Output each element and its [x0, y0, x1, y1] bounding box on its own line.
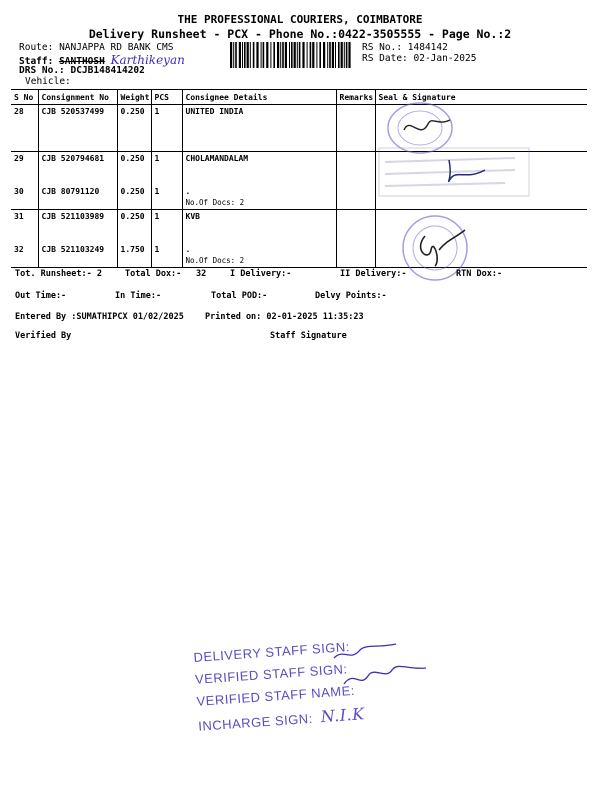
stamp-incharge-label: INCHARGE SIGN:	[197, 710, 314, 734]
barcode-bar	[242, 42, 243, 68]
cell-weight: 1.750	[117, 243, 151, 268]
barcode-bar	[344, 42, 345, 68]
col-seal-signature: Seal & Signature	[375, 90, 587, 105]
docs-count: No.Of Docs: 2	[185, 197, 245, 207]
drs-label: DRS No.:	[19, 65, 65, 76]
barcode-bar	[273, 42, 275, 68]
total-dox	[125, 269, 181, 279]
cell-consignment: CJB 521103989	[38, 210, 117, 243]
barcode-bar	[266, 42, 268, 68]
entered-by: Entered By :SUMATHIPCX 01/02/2025	[15, 312, 184, 322]
staff-signature: Staff Signature	[270, 331, 347, 341]
rs-no-label: RS No.:	[362, 42, 403, 53]
barcode-bar	[329, 42, 331, 68]
barcode-bar	[332, 42, 334, 68]
barcode-bar	[297, 42, 298, 68]
barcode-bar	[312, 42, 314, 68]
rs-no-value: 1484142	[407, 42, 448, 53]
cell-pcs: 1	[151, 185, 182, 210]
runsheet-subtitle: Delivery Runsheet - PCX - Phone No.:0422-3505555 - Page No.:2	[88, 27, 512, 41]
cell-consignee: UNITED INDIA	[182, 105, 336, 152]
cell-weight: 0.250	[117, 152, 151, 185]
handwritten-scribbles	[330, 640, 440, 700]
out-time: Out Time:-	[15, 291, 67, 301]
verified-by: Verified By	[15, 331, 72, 341]
cell-sno: 31	[11, 210, 38, 243]
col-remarks: Remarks	[336, 90, 375, 105]
cell-sno: 32	[11, 243, 38, 268]
cell-weight: 0.250	[117, 185, 151, 210]
cell-remarks	[336, 105, 375, 152]
rs-date-value: 02-Jan-2025	[413, 53, 477, 64]
rs-no-row	[362, 42, 448, 53]
barcode-bar	[302, 42, 304, 68]
docs-count: No.Of Docs: 2	[185, 255, 245, 265]
barcode-bar	[244, 42, 246, 68]
incharge-handwritten: N.I.K	[320, 704, 366, 727]
barcode-bar	[316, 42, 317, 68]
barcode-bar	[319, 42, 321, 68]
barcode-bar	[289, 42, 290, 68]
consignee-text: .	[185, 244, 191, 254]
cell-remarks	[336, 243, 375, 268]
barcode-bar	[253, 42, 255, 68]
cell-pcs: 1	[151, 243, 182, 268]
cell-remarks	[336, 210, 375, 243]
barcode-bar	[285, 42, 287, 68]
rs-date-label: RS Date:	[362, 53, 408, 64]
barcode-bar	[323, 42, 325, 68]
barcode-bar	[338, 42, 340, 68]
barcode-bar	[230, 42, 232, 68]
vehicle-label: Vehicle:	[25, 76, 71, 87]
cell-sno: 29	[11, 152, 38, 185]
barcode-bar	[307, 42, 308, 68]
cell-consignee	[182, 185, 336, 210]
barcode-bar	[235, 42, 237, 68]
company-title: THE PROFESSIONAL COURIERS, COIMBATORE	[177, 13, 423, 26]
route-value: NANJAPPA RD BANK CMS	[59, 42, 174, 53]
route-label: Route:	[19, 42, 54, 53]
cell-weight: 0.250	[117, 105, 151, 152]
staff-label: Staff:	[19, 56, 54, 67]
barcode-bar	[341, 42, 343, 68]
cell-weight: 0.250	[117, 210, 151, 243]
total-pod: Total POD:-	[211, 291, 268, 301]
barcode-bar	[294, 42, 296, 68]
cell-pcs: 1	[151, 210, 182, 243]
drs-value: DCJB148414202	[70, 65, 145, 76]
cell-consignment: CJB 520794681	[38, 152, 117, 185]
total-dox-value: 32	[196, 269, 207, 279]
seal-stamp-2	[375, 140, 535, 205]
rs-date-row	[362, 53, 476, 64]
col-sno: S No	[11, 90, 38, 105]
table-row	[11, 210, 587, 243]
summary-row-1	[15, 269, 102, 279]
tot-runsheet: Tot. Runsheet:- 2	[15, 269, 102, 279]
barcode-bar	[335, 42, 336, 68]
in-time: In Time:-	[115, 291, 162, 301]
col-consignment: Consignment No	[38, 90, 117, 105]
staff-handwritten: Karthikeyan	[110, 53, 185, 67]
barcode-bar	[247, 42, 249, 68]
barcode-bar	[233, 42, 234, 68]
i-delivery: I Delivery:-	[230, 269, 292, 279]
barcode-bar	[239, 42, 241, 68]
barcode-bar	[263, 42, 265, 68]
barcode-bar	[291, 42, 293, 68]
delvy-points: Delvy Points:-	[315, 291, 387, 301]
cell-remarks	[336, 185, 375, 210]
consignee-text: .	[185, 186, 191, 196]
cell-consignee	[182, 243, 336, 268]
route-row	[19, 42, 173, 53]
barcode-bar	[282, 42, 284, 68]
cell-consignment: CJB 520537499	[38, 105, 117, 152]
barcode-bar	[299, 42, 301, 68]
barcode-bar	[250, 42, 251, 68]
cell-sno: 30	[11, 185, 38, 210]
cell-consignment: CJB 521103249	[38, 243, 117, 268]
col-weight: Weight	[117, 90, 151, 105]
stamp-verified-staff-sign: VERIFIED STAFF SIGN:	[194, 661, 348, 687]
cell-pcs: 1	[151, 105, 182, 152]
drs-row	[19, 65, 145, 76]
barcode-bar	[310, 42, 312, 68]
barcode-bar	[327, 42, 328, 68]
barcode-bar	[346, 42, 348, 68]
staff-value: SANTHOSH	[59, 56, 105, 67]
stamp-verified-staff-name: VERIFIED STAFF NAME:	[196, 682, 356, 709]
barcode-bar	[270, 42, 271, 68]
cell-sno: 28	[11, 105, 38, 152]
cell-remarks	[336, 152, 375, 185]
rtn-dox: RTN Dox:-	[456, 269, 503, 279]
total-dox-label: Total Dox:-	[125, 269, 182, 279]
barcode-bar	[277, 42, 279, 68]
ii-delivery: II Delivery:-	[340, 269, 407, 279]
cell-consignee: KVB	[182, 210, 336, 243]
printed-on: Printed on: 02-01-2025 11:35:23	[205, 312, 364, 322]
barcode-bar	[280, 42, 281, 68]
table-row	[11, 243, 587, 268]
cell-consignee: CHOLAMANDALAM	[182, 152, 336, 185]
barcode-bar	[261, 42, 262, 68]
barcode-image	[230, 42, 352, 68]
stamp-delivery-staff-sign: DELIVERY STAFF SIGN:	[193, 639, 351, 665]
cell-consignment: CJB 80791120	[38, 185, 117, 210]
col-consignee: Consignee Details	[182, 90, 336, 105]
barcode-bar	[348, 42, 350, 68]
barcode-bar	[256, 42, 258, 68]
cell-pcs: 1	[151, 152, 182, 185]
table-header-row	[11, 90, 587, 105]
col-pcs: PCS	[151, 90, 182, 105]
